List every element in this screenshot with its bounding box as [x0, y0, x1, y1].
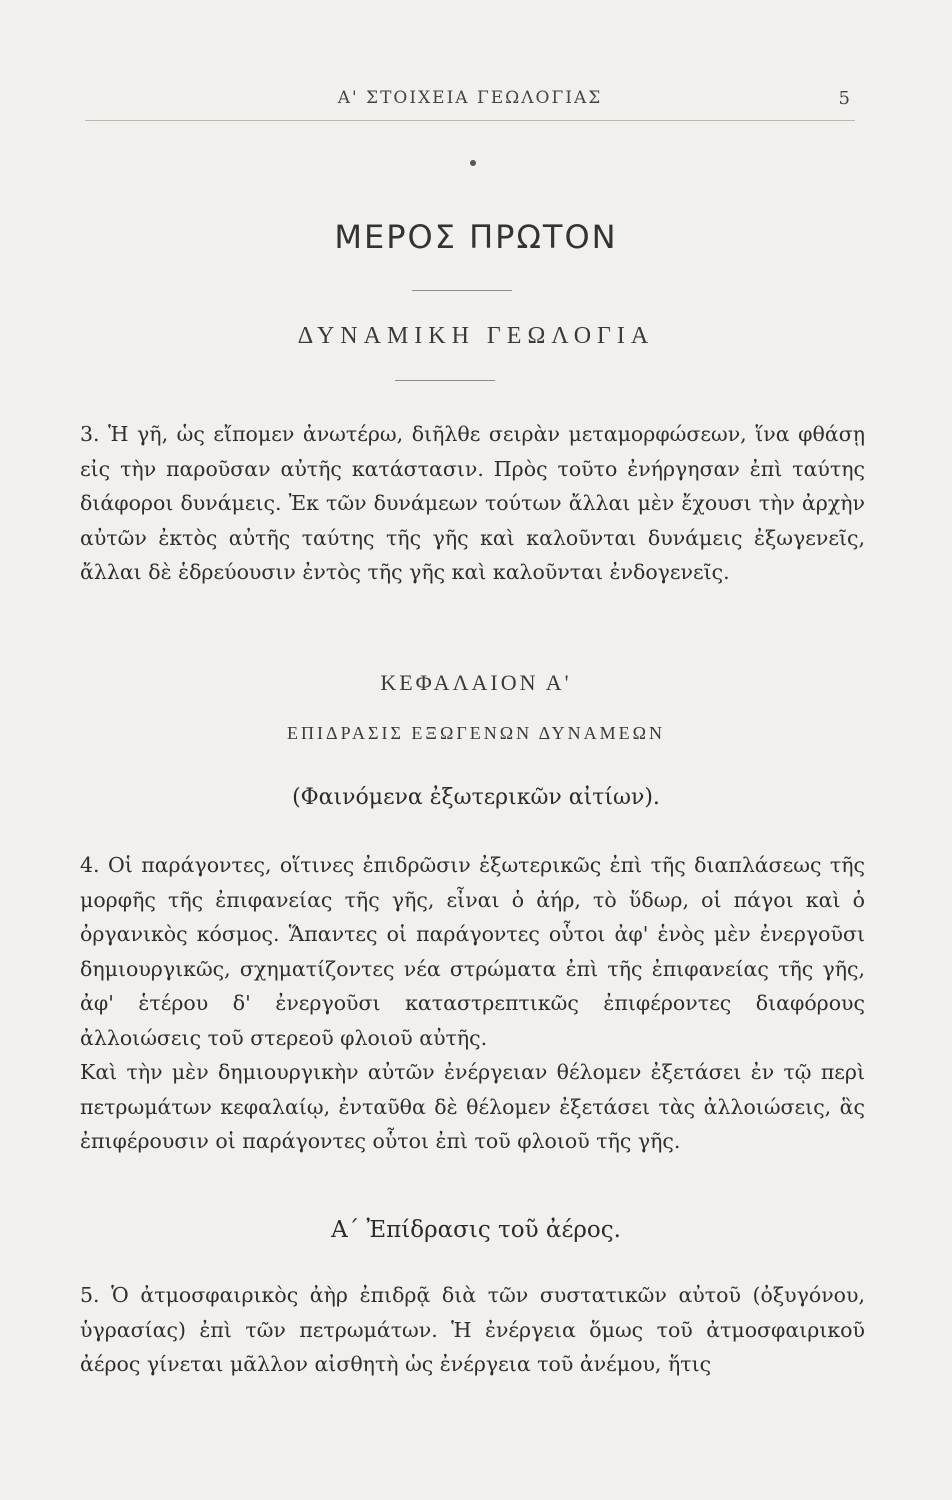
chapter-subtitle: ΕΠΙΔΡΑΣΙΣ ΕΞΩΓΕΝΩΝ ΔΥΝΑΜΕΩΝ [287, 723, 665, 743]
running-head [90, 88, 850, 118]
page-number: 5 [838, 88, 850, 109]
paragraph-3: 3. Ἡ γῆ, ὡς εἴπομεν ἀνωτέρω, διῆλθε σειρὰν μεταμορφώσεων, ἵνα φθάσῃ εἰς τὴν παροῦσαν αὐτῆς κατάστασιν. Πρὸς τοῦτο ἐνήργησαν ἐπὶ ταύτης διάφοροι δυνάμεις. Ἐκ τῶν δυνάμεων τούτων ἄλλαι μὲν ἔχουσι τὴν ἀρχὴν αὐτῶν ἐκτὸς αὐτῆς ταύτης τῆς γῆς καὶ καλοῦνται δυνάμεις ἐξωγενεῖς, ἄλλαι δὲ ἑδρεύουσιν ἐντὸς τῆς γῆς καὶ καλοῦνται ἐνδογενεῖς. [80, 422, 865, 584]
paragraph-5: 5. Ὁ ἀτμοσφαιρικὸς ἀὴρ ἐπιδρᾷ διὰ τῶν συστατικῶν αὐτοῦ (ὀξυγόνου, ὑγρασίας) ἐπὶ τῶν πετρωμάτων. Ἡ ἐνέργεια ὅμως τοῦ ἀτμοσφαιρικοῦ ἀέρος γίνεται μᾶλλον αἰσθητὴ ὡς ἐνέργεια τοῦ ἀνέμου, ἥτις [80, 1283, 865, 1376]
chapter-title: ΚΕΦΑΛΑΙΟΝ Α' [380, 670, 572, 695]
paragraph-4-continued: Καὶ τὴν μὲν δημιουργικὴν αὐτῶν ἐνέργειαν θέλομεν ἐξετάσει ἐν τῷ περὶ πετρωμάτων κεφαλαίῳ, ἐνταῦθα δὲ θέλομεν ἐξετάσει τὰς ἀλλοιώσεις, ἃς ἐπιφέρουσιν οἱ παράγοντες οὗτοι ἐπὶ τοῦ φλοιοῦ τῆς γῆς. [80, 1060, 865, 1153]
divider-rule [395, 380, 495, 381]
chapter-note: (Φαινόμενα ἐξωτερικῶν αἰτίων). [292, 785, 660, 810]
running-title: Α' ΣΤΟΙΧΕΙΑ ΓΕΩΛΟΓΙΑΣ [337, 88, 603, 108]
subsection-title: Α΄ Ἐπίδρασις τοῦ ἀέρος. [331, 1217, 621, 1243]
paragraph-4: 4. Οἱ παράγοντες, οἵτινες ἐπιδρῶσιν ἐξωτερικῶς ἐπὶ τῆς διαπλάσεως τῆς μορφῆς τῆς ἐπιφανείας τῆς γῆς, εἶναι ὁ ἀήρ, τὸ ὕδωρ, οἱ πάγοι καὶ ὁ ὀργανικὸς κόσμος. Ἅπαντες οἱ παράγοντες οὗτοι ἀφ' ἑνὸς μὲν ἐνεργοῦσι δημιουργικῶς, σχηματίζοντες νέα στρώματα ἐπὶ τῆς ἐπιφανείας τῆς γῆς, ἀφ' ἑτέρου δ' ἐνεργοῦσι καταστρεπτικῶς ἐπιφέροντες διαφόρους ἀλλοιώσεις τοῦ στερεοῦ φλοιοῦ αὐτῆς. [80, 853, 865, 1050]
header-rule [85, 120, 855, 121]
divider-rule [412, 290, 512, 291]
section-title: ΔΥΝΑΜΙΚΗ ΓΕΩΛΟΓΙΑ [297, 323, 655, 349]
part-title: ΜΕΡΟΣ ΠΡΩΤΟΝ [334, 218, 618, 256]
ornament-dot [470, 160, 476, 166]
